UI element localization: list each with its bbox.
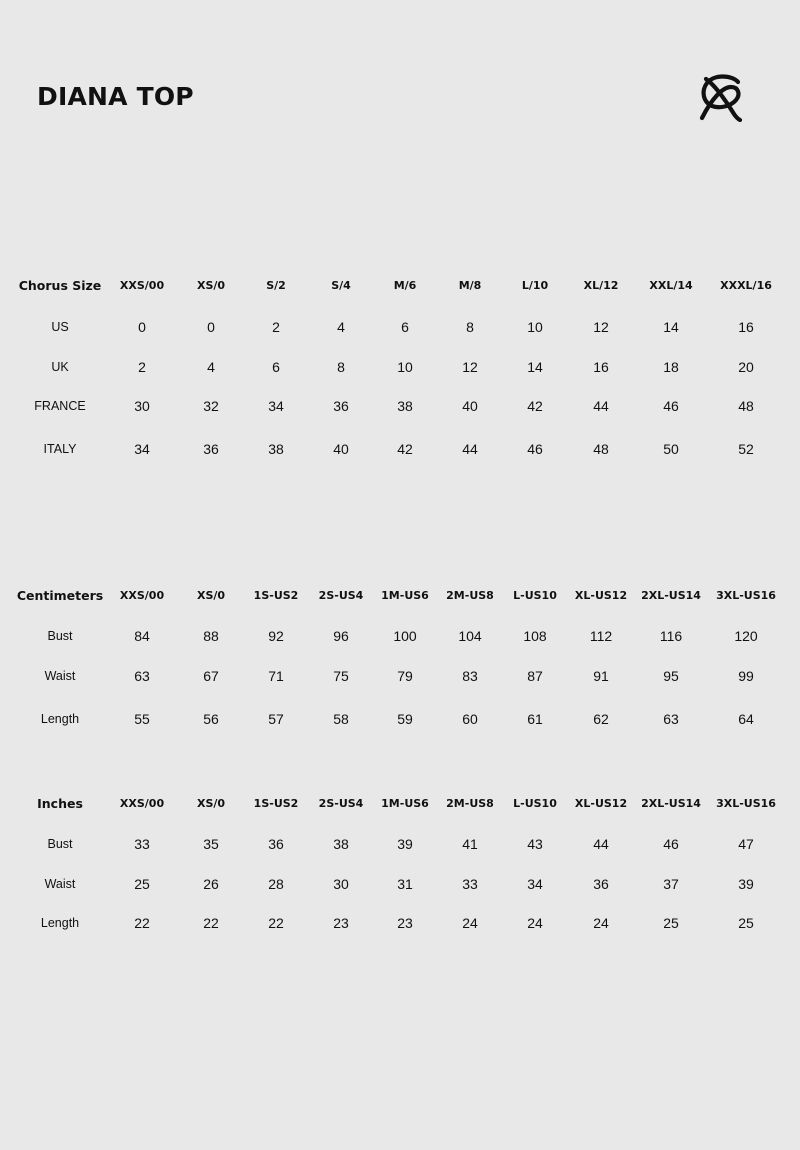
table-cell: 63 [134,668,150,684]
table-cell: 87 [527,668,543,684]
table-cell: 88 [203,628,219,644]
table-cell: 24 [462,915,478,931]
table-cell: 0 [138,319,146,335]
row-label: Length [40,916,80,930]
table-cell: 25 [663,915,679,931]
table-cell: 34 [134,441,150,457]
table-row [0,709,800,729]
column-header: XL-US12 [574,589,628,602]
table-cell: 55 [134,711,150,727]
column-header: XXL/14 [649,279,693,292]
table-cell: 48 [738,398,754,414]
table-cell: 10 [397,359,413,375]
table-cell: 33 [462,876,478,892]
column-header: 2XL-US14 [641,589,701,602]
table-cell: 0 [207,319,215,335]
table-cell: 42 [397,441,413,457]
table-cell: 12 [462,359,478,375]
column-header: 2M-US8 [446,797,494,810]
column-header: XXS/00 [119,797,165,810]
table-cell: 18 [663,359,679,375]
table-cell: 46 [663,836,679,852]
table-cell: 61 [527,711,543,727]
table-row [0,834,800,854]
table-cell: 99 [738,668,754,684]
table-cell: 120 [734,628,758,644]
column-header: XS/0 [196,589,226,602]
column-header: XS/0 [196,279,226,292]
table-cell: 84 [134,628,150,644]
table-cell: 104 [458,628,482,644]
table-cell: 41 [462,836,478,852]
table-cell: 4 [337,319,345,335]
table-cell: 23 [397,915,413,931]
table-cell: 40 [333,441,349,457]
column-header: XXS/00 [119,279,165,292]
row-label: UK [51,360,69,374]
table-cell: 36 [593,876,609,892]
table-cell: 38 [268,441,284,457]
table-header-row [0,794,800,814]
column-header: XS/0 [196,797,226,810]
column-header: 2XL-US14 [641,797,701,810]
table-cell: 32 [203,398,219,414]
table-cell: 96 [333,628,349,644]
table-cell: 6 [401,319,409,335]
column-header: 1S-US2 [253,589,299,602]
table-cell: 37 [663,876,679,892]
table-cell: 34 [268,398,284,414]
row-label: FRANCE [34,399,86,413]
table-cell: 50 [663,441,679,457]
table-cell: 16 [738,319,754,335]
table-cell: 26 [203,876,219,892]
chorus-c-loop-logo-icon [698,74,744,122]
column-header: S/4 [331,279,351,292]
table-header-label: Chorus Size [18,278,102,293]
table-cell: 46 [663,398,679,414]
table-cell: 12 [593,319,609,335]
table-cell: 39 [738,876,754,892]
table-cell: 2 [272,319,280,335]
table-cell: 25 [134,876,150,892]
column-header: 1M-US6 [381,797,429,810]
table-cell: 67 [203,668,219,684]
column-header: XL/12 [583,279,619,292]
table-cell: 30 [333,876,349,892]
table-cell: 100 [393,628,417,644]
column-header: 3XL-US16 [716,797,776,810]
table-row [0,626,800,646]
table-cell: 64 [738,711,754,727]
table-cell: 16 [593,359,609,375]
column-header: XXXL/16 [720,279,772,292]
row-label: Bust [47,629,73,643]
row-label: US [51,320,69,334]
table-cell: 24 [527,915,543,931]
table-cell: 24 [593,915,609,931]
table-cell: 42 [527,398,543,414]
column-header: XL-US12 [574,797,628,810]
table-cell: 10 [527,319,543,335]
table-cell: 57 [268,711,284,727]
table-cell: 14 [663,319,679,335]
column-header: S/2 [266,279,286,292]
table-cell: 2 [138,359,146,375]
table-cell: 75 [333,668,349,684]
table-cell: 30 [134,398,150,414]
table-row [0,396,800,416]
column-header: 3XL-US16 [716,589,776,602]
table-cell: 116 [659,628,683,644]
table-cell: 52 [738,441,754,457]
table-row [0,913,800,933]
table-cell: 92 [268,628,284,644]
table-cell: 95 [663,668,679,684]
table-cell: 36 [203,441,219,457]
column-header: 1M-US6 [381,589,429,602]
table-cell: 25 [738,915,754,931]
table-cell: 36 [333,398,349,414]
table-row [0,439,800,459]
column-header: M/8 [458,279,482,292]
page-title: DIANA TOP [37,82,194,111]
table-row [0,666,800,686]
table-cell: 43 [527,836,543,852]
table-header-label: Centimeters [16,588,104,603]
column-header: XXS/00 [119,589,165,602]
table-cell: 112 [589,628,613,644]
table-cell: 8 [337,359,345,375]
column-header: 2S-US4 [318,589,364,602]
table-cell: 62 [593,711,609,727]
table-header-row [0,276,800,296]
table-cell: 44 [462,441,478,457]
table-cell: 44 [593,836,609,852]
table-cell: 39 [397,836,413,852]
table-cell: 23 [333,915,349,931]
table-cell: 33 [134,836,150,852]
table-cell: 71 [268,668,284,684]
column-header: L-US10 [513,589,557,602]
table-cell: 34 [527,876,543,892]
table-row [0,874,800,894]
table-cell: 44 [593,398,609,414]
table-cell: 22 [268,915,284,931]
row-label: ITALY [43,442,77,456]
table-cell: 91 [593,668,609,684]
table-cell: 8 [466,319,474,335]
table-cell: 38 [397,398,413,414]
table-cell: 38 [333,836,349,852]
table-cell: 108 [523,628,547,644]
table-cell: 58 [333,711,349,727]
table-header-label: Inches [37,796,83,811]
table-cell: 22 [203,915,219,931]
table-cell: 79 [397,668,413,684]
table-cell: 60 [462,711,478,727]
table-cell: 35 [203,836,219,852]
table-header-row [0,586,800,606]
table-cell: 6 [272,359,280,375]
table-cell: 36 [268,836,284,852]
table-row [0,357,800,377]
table-cell: 40 [462,398,478,414]
table-cell: 22 [134,915,150,931]
table-cell: 31 [397,876,413,892]
column-header: 2M-US8 [446,589,494,602]
row-label: Waist [44,669,76,683]
table-cell: 46 [527,441,543,457]
row-label: Bust [47,837,73,851]
table-cell: 20 [738,359,754,375]
table-cell: 56 [203,711,219,727]
row-label: Waist [44,877,76,891]
table-cell: 28 [268,876,284,892]
table-cell: 4 [207,359,215,375]
table-cell: 14 [527,359,543,375]
column-header: L/10 [521,279,549,292]
table-cell: 63 [663,711,679,727]
column-header: M/6 [393,279,417,292]
row-label: Length [40,712,80,726]
table-cell: 47 [738,836,754,852]
column-header: 2S-US4 [318,797,364,810]
table-cell: 83 [462,668,478,684]
column-header: 1S-US2 [253,797,299,810]
table-cell: 59 [397,711,413,727]
table-row [0,317,800,337]
column-header: L-US10 [513,797,557,810]
table-cell: 48 [593,441,609,457]
